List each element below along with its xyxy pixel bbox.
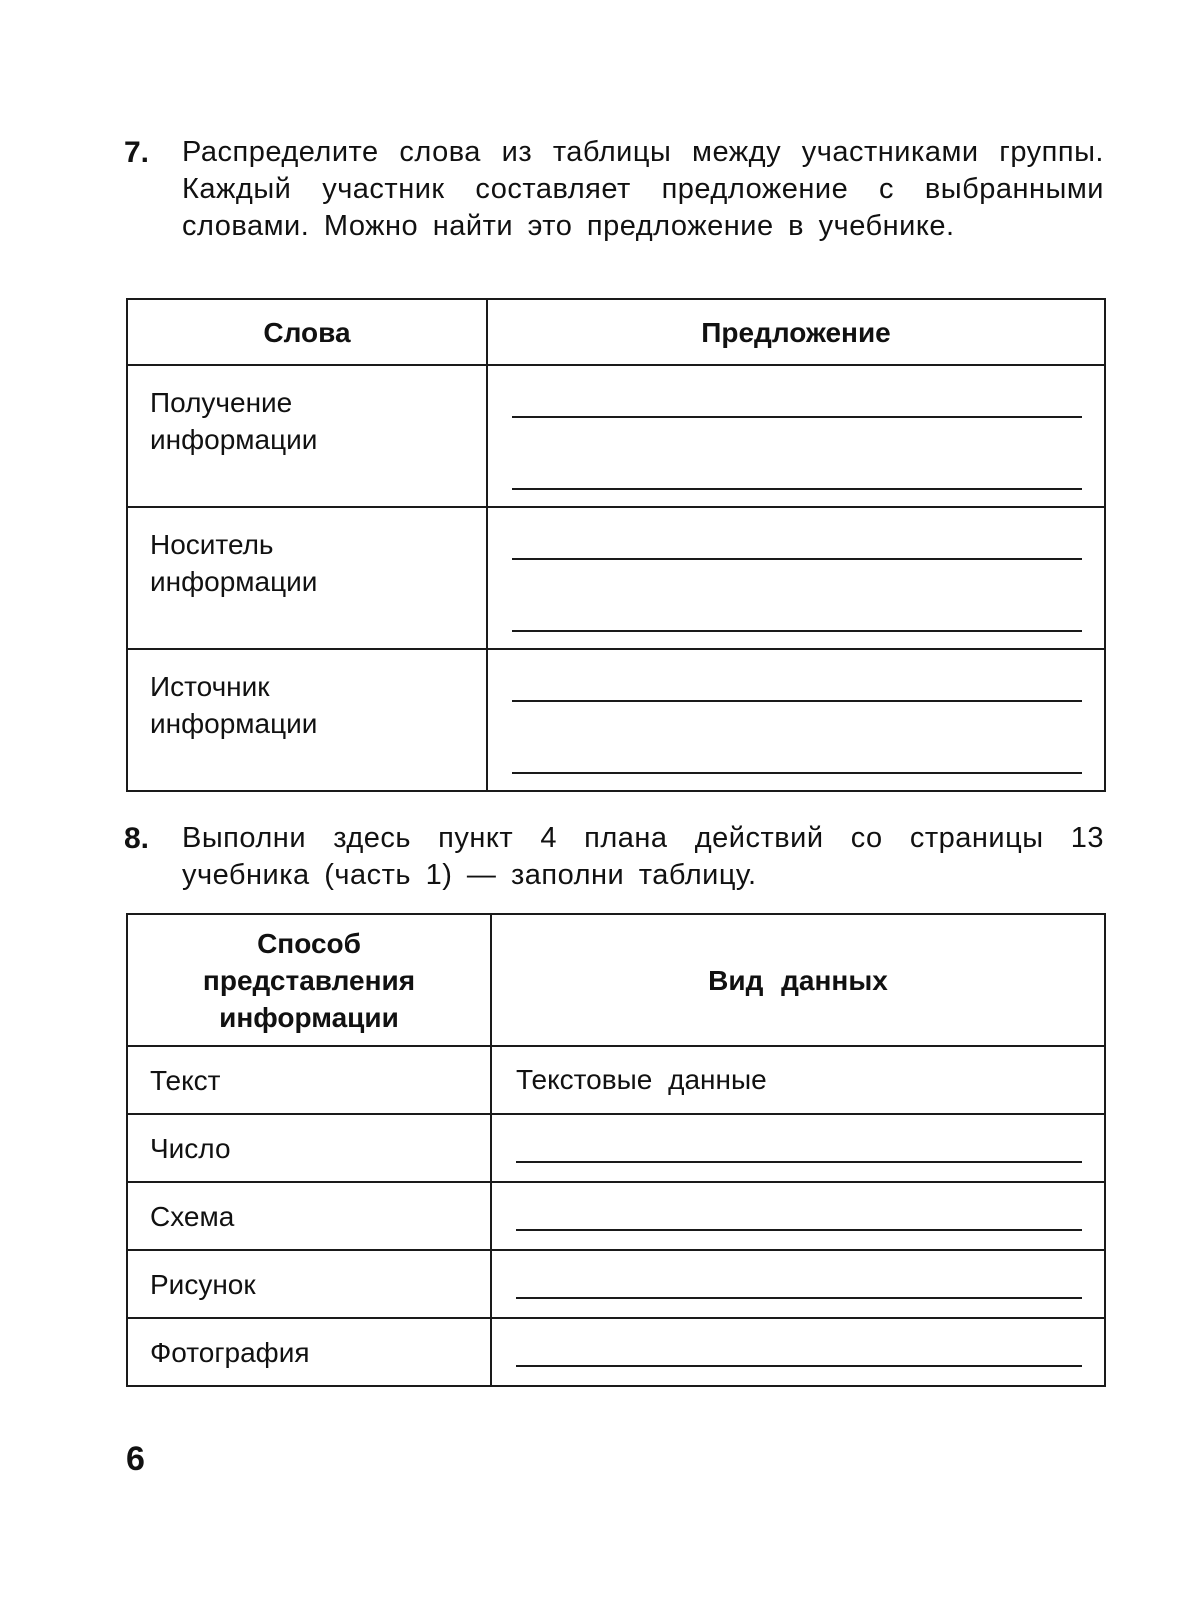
answer-line — [516, 1161, 1082, 1163]
answer-line — [516, 1297, 1082, 1299]
sentence-answer-cell[interactable] — [487, 649, 1105, 791]
method-cell: Рисунок — [127, 1250, 491, 1318]
word-cell — [127, 365, 487, 507]
header-line: Способ — [257, 927, 361, 959]
table-row — [127, 1318, 1105, 1386]
sentence-answer-cell[interactable] — [487, 507, 1105, 649]
method-cell: Число — [127, 1114, 491, 1182]
task-instructions: Выполни здесь пункт 4 плана действий со страницы 13 учебника (часть 1) — заполни таблицу. — [182, 822, 1104, 891]
column-header-data-type: Вид данных — [491, 914, 1105, 1046]
method-cell: Схема — [127, 1182, 491, 1250]
table-row — [127, 365, 1105, 507]
word-line: информации — [150, 424, 318, 455]
table-row — [127, 649, 1105, 791]
data-type-answer-cell[interactable] — [491, 1250, 1105, 1318]
header-line: информации — [219, 1001, 399, 1033]
method-cell: Текст — [127, 1046, 491, 1114]
word-line: Получение — [150, 387, 293, 418]
table-row — [127, 1046, 1105, 1114]
answer-line — [516, 1365, 1082, 1367]
column-header-method — [127, 914, 491, 1046]
page-number: 6 — [126, 1440, 145, 1478]
column-header-words: Слова — [127, 299, 487, 365]
table-header-row — [127, 914, 1105, 1046]
table-row — [127, 1114, 1105, 1182]
answer-line — [512, 630, 1082, 632]
data-type-answer-cell[interactable] — [491, 1318, 1105, 1386]
answer-line — [512, 772, 1082, 774]
word-line: Источник — [150, 671, 270, 702]
task-8 — [124, 820, 1104, 894]
data-type-answer-cell[interactable] — [491, 1114, 1105, 1182]
answer-line — [512, 488, 1082, 490]
task-7 — [124, 134, 1104, 245]
task-instructions: Распределите слова из таблицы между участниками группы. Каждый участник составляет предложение с выбранными словами. Можно найти это предложение в учебнике. — [182, 136, 1104, 242]
method-cell: Фотография — [127, 1318, 491, 1386]
answer-line — [516, 1229, 1082, 1231]
data-type-answer-cell[interactable] — [491, 1182, 1105, 1250]
word-line: Носитель — [150, 529, 274, 560]
sentence-answer-cell[interactable] — [487, 365, 1105, 507]
word-line: информации — [150, 566, 318, 597]
data-types-table — [126, 913, 1106, 1387]
table-header-row — [127, 299, 1105, 365]
words-sentence-table — [126, 298, 1106, 792]
header-line: представления — [202, 964, 416, 996]
word-line: информации — [150, 708, 318, 739]
task-number: 7. — [124, 136, 150, 169]
table-row — [127, 1182, 1105, 1250]
data-type-cell: Текстовые данные — [491, 1046, 1105, 1114]
task-number: 8. — [124, 822, 150, 855]
word-cell — [127, 649, 487, 791]
table-row — [127, 1250, 1105, 1318]
table-row — [127, 507, 1105, 649]
column-header-sentence: Предложение — [487, 299, 1105, 365]
answer-line — [512, 416, 1082, 418]
answer-line — [512, 700, 1082, 702]
answer-line — [512, 558, 1082, 560]
word-cell — [127, 507, 487, 649]
